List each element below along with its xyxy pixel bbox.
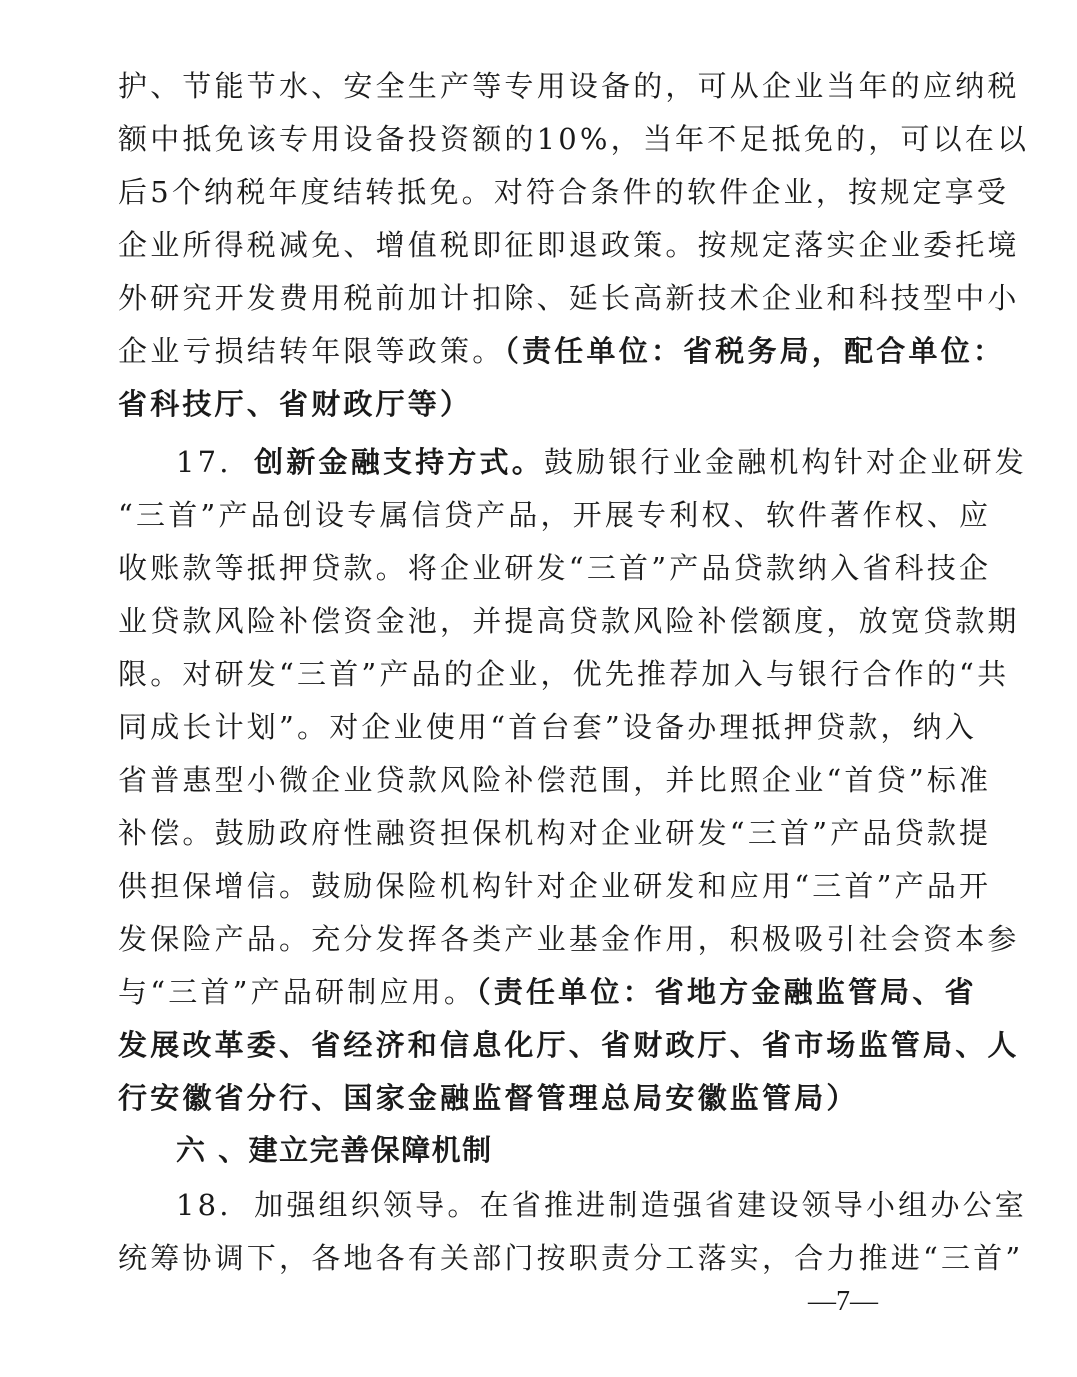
text-line: “三首”产品创设专属信贷产品，开展专利权、软件著作权、应 [118,498,992,532]
page-number: —7— [808,1286,878,1317]
body-text: 鼓励银行业金融机构针对企业研发 [543,445,1027,479]
section-heading: 六 、建立完善保障机制 [176,1133,493,1167]
text-line: 收账款等抵押贷款。将企业研发“三首”产品贷款纳入省科技企 [118,551,992,585]
text-line: 业贷款风险补偿资金池，并提高贷款风险补偿额度，放宽贷款期 [118,604,1020,638]
body-text: 与“三首”产品研制应用。 [118,975,477,1009]
text-line: 供担保增信。鼓励保险机构针对企业研发和应用“三首”产品开 [118,869,992,903]
text-line: 限。对研发“三首”产品的企业，优先推荐加入与银行合作的“共 [118,657,1010,691]
text-line: 同成长计划”。对企业使用“首台套”设备办理抵押贷款，纳入 [118,710,978,744]
responsibility-note: 发展改革委、省经济和信息化厅、省财政厅、省市场监管局、人 [118,1028,1020,1062]
item-number: 18. [176,1188,232,1222]
item-18-first-line [176,1185,1027,1225]
item-number: 17. [176,445,232,479]
responsibility-note: （责任单位：省税务局，配合单位： [504,334,1006,368]
text-line [118,331,1005,371]
item-title: 创新金融支持方式。 [254,445,544,479]
text-line [118,972,977,1012]
item-title: 加强组织领导。 [254,1188,480,1222]
body-text: 在省推进制造强省建设领导小组办公室 [479,1188,1027,1222]
text-line: 额中抵免该专用设备投资额的10%，当年不足抵免的，可以在以 [118,122,1030,156]
text-line: 外研究开发费用税前加计扣除、延长高新技术企业和科技型中小 [118,281,1020,315]
responsibility-note: 省科技厅、省财政厅等） [118,387,473,421]
responsibility-note: 行安徽省分行、国家金融监督管理总局安徽监管局） [118,1081,859,1115]
item-17-first-line [176,442,1027,482]
text-line: 补偿。鼓励政府性融资担保机构对企业研发“三首”产品贷款提 [118,816,992,850]
text-line: 省普惠型小微企业贷款风险补偿范围，并比照企业“首贷”标准 [118,763,992,797]
text-line: 企业所得税减免、增值税即征即退政策。按规定落实企业委托境 [118,228,1020,262]
body-text: 企业亏损结转年限等政策。 [118,334,505,368]
text-line: 统筹协调下，各地各有关部门按职责分工落实，合力推进“三首” [118,1241,1024,1275]
text-line: 护、节能节水、安全生产等专用设备的，可从企业当年的应纳税 [118,69,1020,103]
text-line: 发保险产品。充分发挥各类产业基金作用，积极吸引社会资本参 [118,922,1020,956]
text-line: 后5个纳税年度结转抵免。对符合条件的软件企业，按规定享受 [118,175,1010,209]
responsibility-note: （责任单位：省地方金融监管局、省 [476,975,977,1009]
